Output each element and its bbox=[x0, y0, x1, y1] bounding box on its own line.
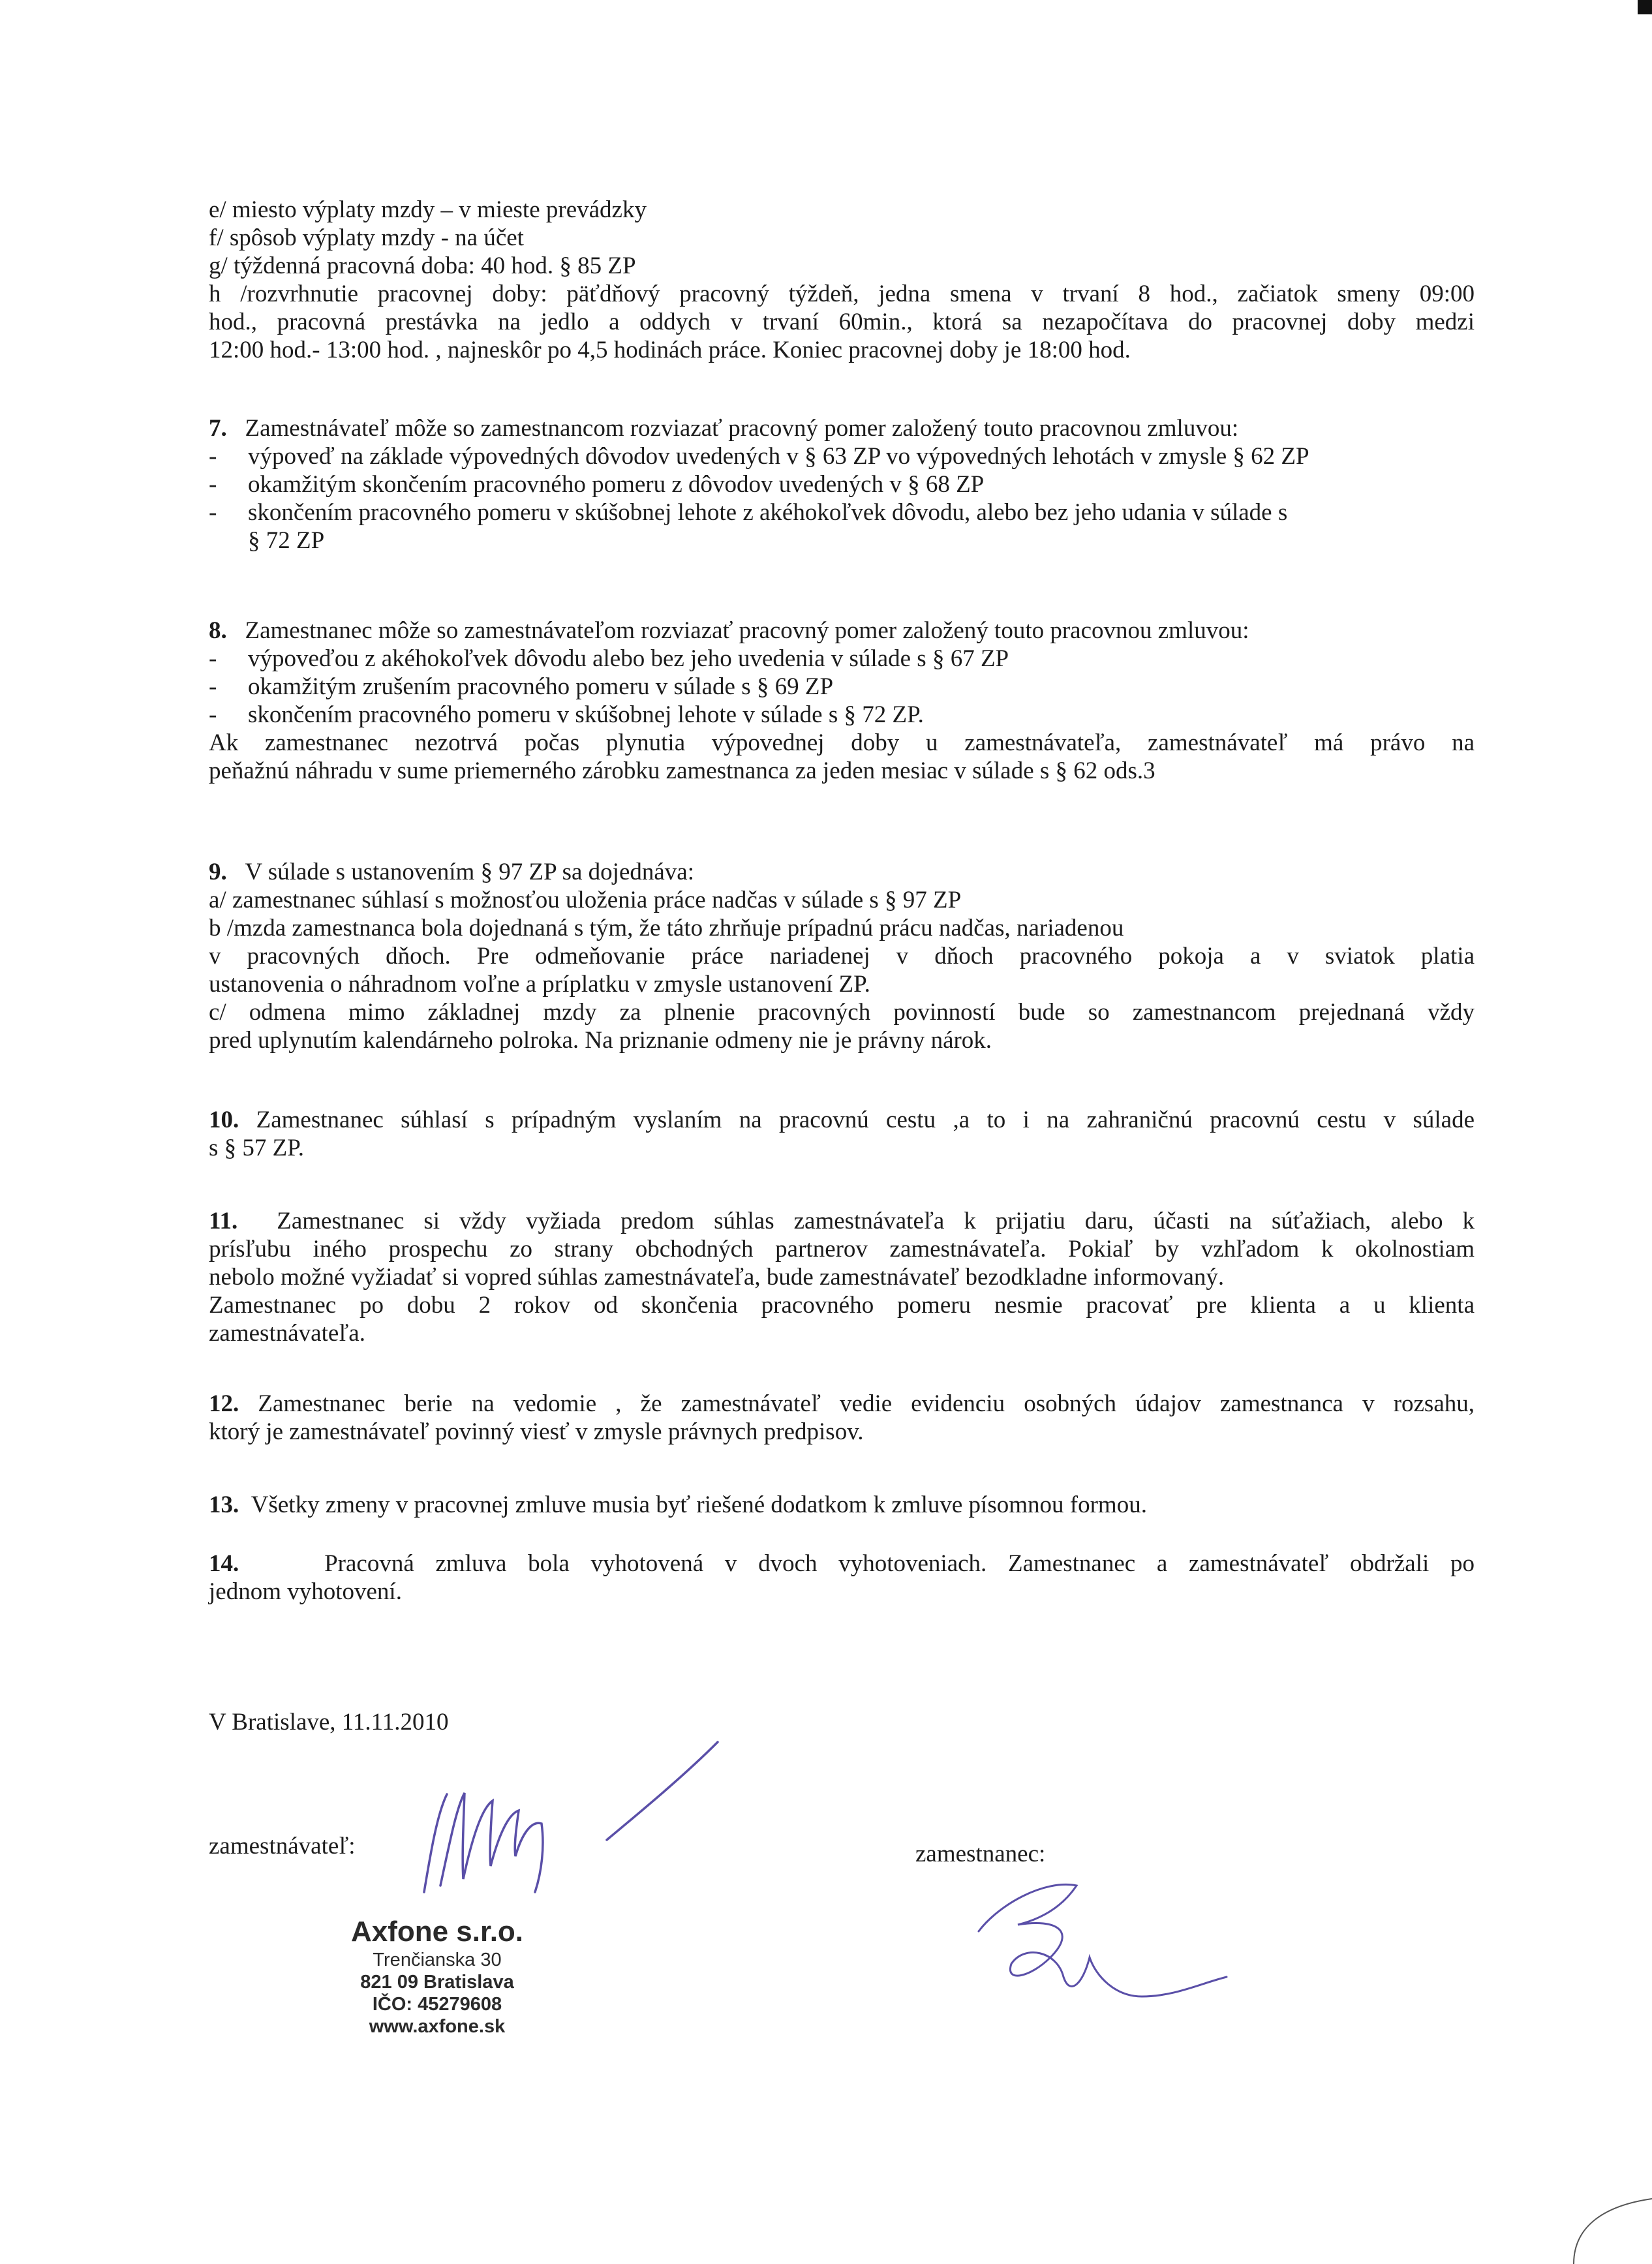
section-heading: V súlade s ustanovením § 97 ZP sa dojednáva: bbox=[245, 859, 695, 885]
item-c1: c/ odmena mimo základnej mzdy za plnenie pracovných povinností bude so zamestnancom prejednaná vždy bbox=[209, 999, 1475, 1026]
line-g: g/ týždenná pracovná doba: 40 hod. § 85 ZP bbox=[209, 252, 636, 279]
section-number: 9. bbox=[209, 859, 227, 885]
stamp-web: www.axfone.sk bbox=[369, 2016, 506, 2037]
list-item: výpoveďou z akéhokoľvek dôvodu alebo bez jeho uvedenia v súlade s § 67 ZP bbox=[248, 645, 1009, 672]
paragraph-line: zamestnávateľa. bbox=[209, 1320, 365, 1347]
stamp-city: 821 09 Bratislava bbox=[360, 1972, 514, 1993]
section-heading: Zamestnávateľ môže so zamestnancom rozviazať pracovný pomer založený touto pracovnou zmluvou: bbox=[245, 415, 1239, 442]
section-number: 13. bbox=[209, 1491, 239, 1518]
list-item: okamžitým skončením pracovného pomeru z dôvodov uvedených v § 68 ZP bbox=[248, 471, 985, 498]
section-number: 11. bbox=[209, 1208, 238, 1234]
paragraph-line: Všetky zmeny v pracovnej zmluve musia byť riešené dodatkom k zmluve písomnou formou. bbox=[251, 1491, 1147, 1518]
paragraph-line: Ak zamestnanec nezotrvá počas plynutia výpovednej doby u zamestnávateľa, zamestnávateľ má právo na bbox=[209, 729, 1475, 756]
paragraph-line: jednom vyhotovení. bbox=[209, 1578, 402, 1605]
list-item: výpoveď na základe výpovedných dôvodov uvedených v § 63 ZP vo výpovedných lehotách v zmysle § 62 ZP bbox=[248, 443, 1309, 470]
list-item-continuation: § 72 ZP bbox=[248, 527, 325, 554]
item-b2: v pracovných dňoch. Pre odmeňovanie práce nariadenej v dňoch pracovného pokoja a v sviatok platia bbox=[209, 943, 1475, 970]
section-9 bbox=[209, 858, 1475, 1054]
stamp-ico: IČO: 45279608 bbox=[372, 1994, 502, 2015]
section-heading: Zamestnanec môže so zamestnávateľom rozviazať pracovný pomer založený touto pracovnou zmluvou: bbox=[245, 617, 1249, 644]
list-item: skončením pracovného pomeru v skúšobnej lehote v súlade s § 72 ZP. bbox=[248, 701, 924, 728]
paragraph-line: Zamestnanec si vždy vyžiada predom súhlas zamestnávateľa k prijatiu daru, účasti na súťažiach, alebo k bbox=[277, 1208, 1475, 1234]
line-f: f/ spôsob výplaty mzdy - na účet bbox=[209, 224, 524, 251]
paragraph-line: Zamestnanec súhlasí s prípadným vyslaním na pracovnú cestu ,a to i na zahraničnú pracovnú cestu v súlade bbox=[256, 1107, 1475, 1133]
employer-label: zamestnávateľ: bbox=[209, 1833, 356, 1859]
paragraph-line: s § 57 ZP. bbox=[209, 1135, 304, 1161]
section-8: 8. Zamestnanec môže so zamestnávateľom rozviazať pracovný pomer založený touto pracovnou zmluvou: - výpoveďou z akéhokoľvek dôvodu alebo bez jeho uvedenia v súlade s § 67 ZP - okamžitým zrušením pracovného pomeru v súlade s § 69 ZP - skončením pracovného pomeru v skúšobnej lehote v súlade s § 72 ZP. Ak zamestnanec nezotrvá počas plynutia výpovednej doby u zamestnávateľa, zamestnávateľ má právo na peňažnú náhradu v sume priemerného zárobku zamestnanca za jeden mesiac v súlade s § 62 ods.3 bbox=[209, 617, 1475, 784]
section-number: 12. bbox=[209, 1390, 239, 1417]
section-10 bbox=[209, 1106, 1475, 1162]
page-curl bbox=[1548, 2160, 1652, 2264]
stamp-company: Axfone s.r.o. bbox=[350, 1916, 524, 1948]
paragraph-line: ktorý je zamestnávateľ povinný viesť v zmysle právnych predpisov. bbox=[209, 1418, 864, 1445]
list-item: skončením pracovného pomeru v skúšobnej lehote z akéhokoľvek dôvodu, alebo bez jeho udania v súlade s bbox=[248, 499, 1288, 526]
paragraph-line: prísľubu iného prospechu zo strany obchodných partnerov zamestnávateľa. Pokiaľ by vzhľadom k okolnostiam bbox=[209, 1236, 1475, 1262]
line-e: e/ miesto výplaty mzdy – v mieste prevádzky bbox=[209, 196, 647, 223]
section-7: 7. Zamestnávateľ môže so zamestnancom rozviazať pracovný pomer založený touto pracovnou zmluvou: - výpoveď na základe výpovedných dôvodov uvedených v § 63 ZP vo výpovedných lehotách v zmysle § 62 ZP - okamžitým skončením pracovného pomeru z dôvodov uvedených v § 68 ZP - skončením pracovného pomeru v skúšobnej lehote z akéhokoľvek dôvodu, alebo bez jeho udania v súlade s § 72 ZP bbox=[209, 415, 1309, 554]
paragraph-line: Zamestnanec berie na vedomie , že zamestnávateľ vedie evidenciu osobných údajov zamestnanca v rozsahu, bbox=[258, 1390, 1475, 1417]
item-b1: b /mzda zamestnanca bola dojednaná s tým, že táto zhrňuje prípadnú prácu nadčas, nariadenou bbox=[209, 915, 1124, 941]
item-b3: ustanovenia o náhradnom voľne a príplatku v zmysle ustanovení ZP. bbox=[209, 971, 870, 998]
paragraph-line: peňažnú náhradu v sume priemerného zárobku zamestnanca za jeden mesiac v súlade s § 62 ods.3 bbox=[209, 757, 1155, 784]
employee-signature bbox=[966, 1873, 1240, 2016]
list-item: okamžitým zrušením pracovného pomeru v súlade s § 69 ZP bbox=[248, 673, 834, 700]
employee-label: zamestnanec: bbox=[915, 1841, 1046, 1867]
item-a: a/ zamestnanec súhlasí s možnosťou uloženia práce nadčas v súlade s § 97 ZP bbox=[209, 887, 962, 913]
block-work-conditions bbox=[209, 196, 1475, 364]
paragraph-line: Zamestnanec po dobu 2 rokov od skončenia pracovného pomeru nesmie pracovať pre klienta a u klienta bbox=[209, 1292, 1475, 1319]
line-h3: 12:00 hod.- 13:00 hod. , najneskôr po 4,5 hodinách práce. Koniec pracovnej doby je 18:00 hod. bbox=[209, 337, 1131, 363]
line-h1: h /rozvrhnutie pracovnej doby: päťdňový pracovný týždeň, jedna smena v trvaní 8 hod., začiatok smeny 09:00 bbox=[209, 281, 1475, 307]
line-h2: hod., pracovná prestávka na jedlo a oddych v trvaní 60min., ktorá sa nezapočítava do pracovnej doby medzi bbox=[209, 309, 1475, 335]
company-stamp bbox=[326, 1915, 548, 2038]
section-number: 10. bbox=[209, 1107, 239, 1133]
section-14 bbox=[209, 1550, 1475, 1606]
item-c2: pred uplynutím kalendárneho polroka. Na priznanie odmeny nie je právny nárok. bbox=[209, 1027, 992, 1054]
section-number: 14. bbox=[209, 1550, 239, 1577]
paragraph-line: Pracovná zmluva bola vyhotovená v dvoch vyhotoveniach. Zamestnanec a zamestnávateľ obdržali po bbox=[324, 1550, 1475, 1577]
section-number: 8. bbox=[209, 617, 227, 644]
stamp-street: Trenčianska 30 bbox=[373, 1950, 502, 1970]
section-13 bbox=[209, 1491, 1475, 1519]
scan-corner-mark bbox=[1638, 0, 1652, 14]
paragraph-line: nebolo možné vyžiadať si vopred súhlas zamestnávateľa, bude zamestnávateľ bezodkladne informovaný. bbox=[209, 1264, 1225, 1291]
section-11 bbox=[209, 1207, 1475, 1347]
section-12 bbox=[209, 1390, 1475, 1446]
place-date: V Bratislave, 11.11.2010 bbox=[209, 1709, 449, 1736]
section-number: 7. bbox=[209, 415, 227, 442]
employer-signature bbox=[411, 1736, 724, 1905]
